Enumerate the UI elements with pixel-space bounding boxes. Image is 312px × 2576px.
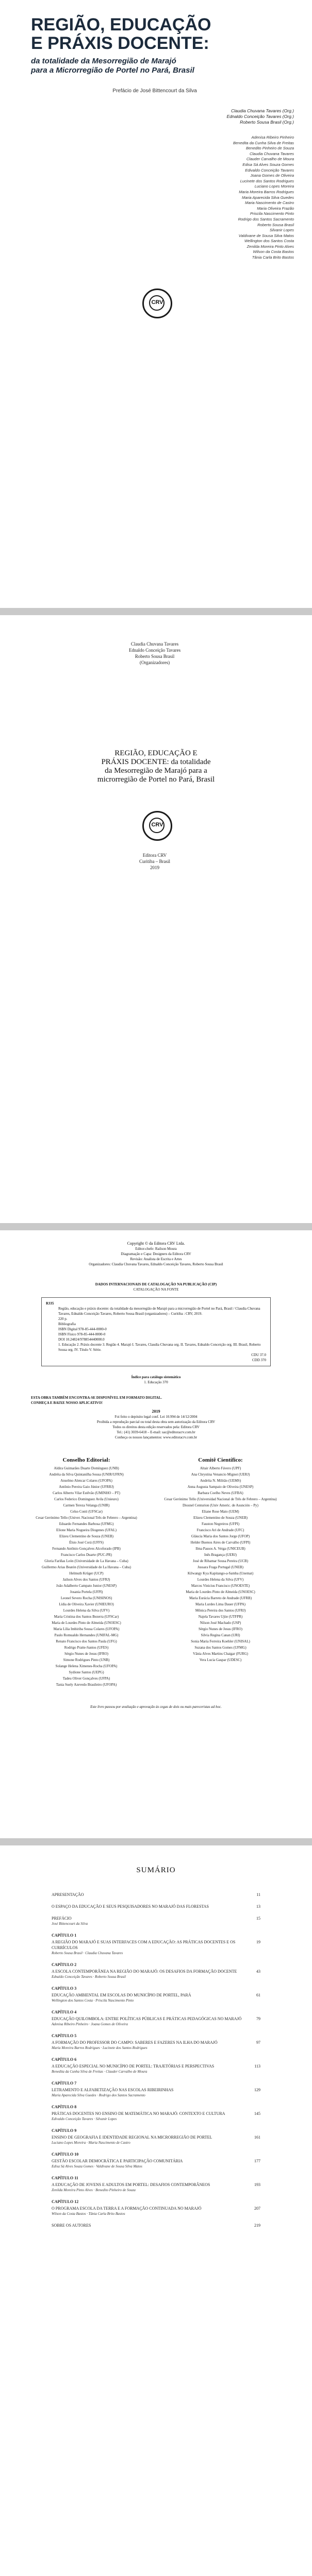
cover-subtitle xyxy=(31,57,289,75)
toc-row xyxy=(52,2223,260,2228)
rights-line: Todos os direitos desta edição reservados pela: Editora CRV xyxy=(112,1425,200,1429)
logo-text: CRV xyxy=(151,299,163,306)
board-member: Elione Maria Nogueira Diogenes (UFAL) xyxy=(56,1528,117,1532)
board-member: Aldira Guimarães Duarte Domínguez (UNB) xyxy=(54,1466,119,1470)
toc-row xyxy=(52,2182,260,2188)
toc-entry[interactable] xyxy=(52,2016,260,2027)
board-member: Anna Augusta Sampaio de Oliveira (UNESP) xyxy=(187,1485,254,1489)
board-member: Anselmo Alencar Colares (UFOPA) xyxy=(60,1479,112,1483)
publisher-info xyxy=(103,852,206,871)
toc-title: CAPÍTULO 7 xyxy=(52,2081,77,2086)
toc-title: SOBRE OS AUTORES xyxy=(52,2223,91,2228)
board-member: Lourdes Helena da Silva (UFV) xyxy=(197,1578,244,1582)
board-member: Eduardo Fernandes Barbosa (UFMG) xyxy=(59,1522,114,1526)
isbn-note: ESTA OBRA TAMBÉM ENCONTRA-SE DISPONÍVEL EM FORMATO DIGITAL. xyxy=(31,1396,162,1400)
toc-title: GESTÃO ESCOLAR DEMOCRÁTICA E PARTICIPAÇÃO COMUNITÁRIA xyxy=(52,2159,183,2163)
toc-entry[interactable] xyxy=(52,1939,260,1956)
toc-entry[interactable] xyxy=(52,2040,260,2050)
toc-row xyxy=(52,2040,260,2045)
board-member: Sérgio Nunes de Jesus (IFRO) xyxy=(64,1652,109,1656)
board-member: Fauston Negreiros (UFPI) xyxy=(201,1522,240,1526)
toc-page-number xyxy=(245,2199,260,2205)
author-name: Joana Gomes de Oliveira xyxy=(250,173,294,178)
author-name: Zenilda Moreira Pinto Alves xyxy=(247,244,294,249)
title-page xyxy=(0,615,312,1223)
rights-line: Tel.: (41) 3039-6418 – E-mail: sac@editoracrv.com.br xyxy=(117,1430,195,1434)
title-line: REGIÃO, EDUCAÇÃO E xyxy=(114,749,198,757)
toc-entry[interactable] xyxy=(52,1969,260,1979)
toc-author: Edisa Sá Alves Souza Gomes · Valdivane de Sousa Silva Matos xyxy=(52,2164,142,2168)
toc-title: A REGIÃO DO MARAJÓ E SUAS INTERFACES COM A EDUCAÇÃO: AS PRÁTICAS DOCENTES E OS CURRÍCULOS xyxy=(52,1940,236,1950)
catalog-code: R335 xyxy=(46,1301,54,1306)
board-member: Guillermo Arias Beatón (Universidade de La Havana – Cuba) xyxy=(41,1565,131,1569)
board-member: Carlos Alberto Vilar Estêvão (UMINHO – PT) xyxy=(53,1491,120,1495)
author-name: Edivaldo Conceição Tavares xyxy=(245,167,294,173)
board-member: Cesar Gerónimo Tello (Univer. Nacional Três de Febrero – Argentina) xyxy=(36,1516,137,1520)
author-name: Maria Moreira Barros Rodrigues xyxy=(239,189,294,194)
author-name: Tânia Carla Brito Bastos xyxy=(252,255,294,260)
board-member: Silvia Regina Canan (URI) xyxy=(201,1633,240,1637)
board-left-list xyxy=(31,1465,142,1688)
toc-entry[interactable] xyxy=(52,2199,260,2205)
toc-author: Roberto Sousa Brasil · Claudia Chuvana Tavares xyxy=(52,1951,123,1955)
board-member: Jailson Alves dos Santos (UFRJ) xyxy=(62,1578,110,1582)
toc-entry[interactable] xyxy=(52,2057,260,2062)
toc-entry[interactable] xyxy=(52,2151,260,2157)
toc-page-number xyxy=(245,1933,260,1938)
toc-page-number xyxy=(245,1986,260,1991)
toc-page-number xyxy=(245,2033,260,2039)
publisher-line: Editora CRV xyxy=(142,853,167,858)
sumario-title: SUMÁRIO xyxy=(136,1866,176,1874)
toc-entry[interactable] xyxy=(52,1916,260,1926)
catalog-line: Região, educação e práxis docente: da totalidade da mesorregião de Marajó para a microrregião de Portel no Pará, Brasil / Claudia Chuvana Tavares, Ednaldo Conceição Tavares, Roberto Sousa Brasil (organizadores) – Curitiba : CRV, 2019. xyxy=(58,1307,260,1316)
board-member: Maria Lurdes Lima Dauer (UFPA) xyxy=(195,1602,245,1606)
toc-page-number xyxy=(245,2128,260,2133)
toc-page-number: 61 xyxy=(256,1993,260,1997)
toc-title: CAPÍTULO 12 xyxy=(52,2199,79,2204)
board-member: Tania Suely Azevedo Brasileiro (UFOPA) xyxy=(56,1683,117,1687)
toc-title: CAPÍTULO 9 xyxy=(52,2128,77,2133)
board-member: Eliane Rose Maio (UEM) xyxy=(202,1510,239,1514)
toc-row xyxy=(52,2199,260,2205)
toc-author: Wellington dos Santos Costa · Priscila Nascimento Pinto xyxy=(52,1998,134,2003)
author-name: Maria Oliveira Frazão xyxy=(257,206,294,211)
board-member: Andréia da Silva Quintanilha Sousa (UNIR/UFRN) xyxy=(49,1472,124,1477)
toc-title: APRESENTAÇÃO xyxy=(52,1892,84,1897)
toc-row xyxy=(52,2080,260,2086)
author-name: Lucinete dos Santos Rodrigues xyxy=(240,178,294,183)
toc-title: EDUCAÇÃO QUILOMBOLA: ENTRE POLÍTICAS PÚBLICAS E PRÁTICAS PEDAGÓGICAS NO MARAJÓ xyxy=(52,2016,242,2021)
board-member: Nilson José Machado (USP) xyxy=(200,1621,241,1625)
board-member: Elizeu Clementino de Souza (UNEB) xyxy=(59,1534,113,1538)
board-member: Ilma Passos A. Veiga (UNICEUB) xyxy=(195,1547,245,1551)
author-name: Roberto Sousa Brasil xyxy=(257,222,294,227)
peer-review-note: Este livro passou por avaliação e aprovação às cegas de dois ou mais pareceristas ad hoc. xyxy=(90,1705,222,1709)
board-member: Ana Chrystina Venancio Mignot (UERJ) xyxy=(191,1472,250,1477)
toc-row xyxy=(52,1969,260,1974)
board-member: Francisco Ari de Andrade (UFC) xyxy=(196,1528,244,1532)
board-member: Vânia Alves Martins Chaigar (FURG) xyxy=(193,1652,248,1656)
toc-page-number xyxy=(245,2175,260,2181)
board-member: Carlos Federico Dominguez Avila (Unieuro) xyxy=(54,1497,119,1501)
copyright-year: 2019 xyxy=(152,1409,160,1414)
toc-title: ENSINO DE GEOGRAFIA E IDENTIDADE REGIONAL NA MICRORREGIÃO DE PORTEL xyxy=(52,2135,212,2140)
publisher-line: Curitiba – Brasil xyxy=(139,859,170,864)
toc-page-number: 219 xyxy=(254,2223,260,2228)
toc-page-number: 97 xyxy=(256,2040,260,2045)
toc-page-number: 19 xyxy=(256,1940,260,1944)
board-member: Barbara Coelho Neves (UFBA) xyxy=(198,1491,243,1495)
toc-entry[interactable] xyxy=(52,2080,260,2086)
board-member: Maria de Lourdes Pinto de Almeida (UNOESC) xyxy=(52,1621,121,1625)
toc-page-number: 161 xyxy=(254,2135,260,2140)
toc-page-number: 43 xyxy=(256,1969,260,1974)
author-name: Benedita da Cunha Silva de Freitas xyxy=(233,140,294,145)
toc-row xyxy=(52,2128,260,2133)
board-member: Antônio Pereira Gaio Júnior (UFRRJ) xyxy=(59,1485,114,1489)
author-name: Priscila Nascimento Pinto xyxy=(250,211,294,216)
catalog-line: 1. Educação 2. Práxis docente 3. Região 4. Marajó I. Tavares, Claudia Chuvana org. II. Tavares, Ednaldo Conceição org. III. Brasil, Roberto Sousa org. IV. Título V. Série. xyxy=(58,1343,261,1352)
board-member: Sonia Maria Ferreira Koehler (UNISAL) xyxy=(191,1639,250,1643)
board-member: Paulo Romualdo Hernandes (UNIFAL-MG) xyxy=(54,1633,119,1637)
board-member: Carmen Tereza Velanga (UNIR) xyxy=(63,1503,110,1507)
index-title: Índice para catálogo sistemático xyxy=(131,1375,181,1379)
board-left-title: Conselho Editorial: xyxy=(62,1457,110,1463)
toc-author: Adenisa Ribeiro Pinheiro · Joana Gomes de Oliveira xyxy=(52,2022,128,2026)
copyright-title: Copyright © da Editora CRV Ltda. xyxy=(127,1241,185,1246)
toc-row xyxy=(52,1916,260,1921)
title-line: da Mesorregião de Marajó para a xyxy=(105,767,207,775)
toc-entry[interactable] xyxy=(52,1986,260,1991)
toc-entry[interactable] xyxy=(52,1892,260,1897)
author-name: Benedito Pinheiro de Souza xyxy=(246,146,294,151)
toc-entry[interactable] xyxy=(52,2182,260,2193)
toc-title: CAPÍTULO 3 xyxy=(52,1986,77,1991)
toc-title: CAPÍTULO 1 xyxy=(52,1933,77,1938)
board-member: Suzana dos Santos Gomes (UFMG) xyxy=(194,1646,247,1650)
catalog-line: ISBN Digital 978-85-444-0000-0 xyxy=(58,1327,107,1331)
logo-text: CRV xyxy=(151,822,163,828)
cover-subtitle-line: da totalidade da Mesorregião de Marajó xyxy=(31,57,176,65)
author-name: Maria Aparecida Silva Guedes xyxy=(241,195,294,200)
cover-title-line: REGIÃO, EDUCAÇÃO xyxy=(31,15,211,35)
author-name: Silvanir Lopes xyxy=(269,228,294,233)
author-name: Maria Nascimento de Castro xyxy=(244,200,294,206)
copyright-line: Revisão: Analista de Escrita e Artes xyxy=(130,1257,182,1261)
cip-subtitle: CATALOGAÇÃO NA FONTE xyxy=(133,1287,179,1292)
board-member: Maria Cristina dos Santos Bezerra (UFSCar) xyxy=(54,1615,119,1619)
rights-line: Foi feito o depósito legal conf. Lei 10.994 de 14/12/2004 xyxy=(114,1415,198,1419)
board-member: Rodrigo Pratte-Santos (UFES) xyxy=(64,1646,109,1650)
catalog-index xyxy=(41,1375,271,1385)
board-member: Altair Alberto Fávero (UPF) xyxy=(200,1466,241,1470)
board-left-column xyxy=(31,1457,142,1688)
board-member: Jussara Fraga Portugal (UNEB) xyxy=(198,1565,243,1569)
catalog-line: DOI 10.24824/978854440000.0 xyxy=(58,1337,105,1342)
author-name: Adenisa Ribeiro Pinheiro xyxy=(251,135,294,140)
sumario-page xyxy=(0,1845,312,2576)
toc-page-number: 11 xyxy=(256,1892,260,1897)
board-member: Celso Conti (UFSCar) xyxy=(70,1510,103,1514)
copyright-line: Diagramação e Capa: Designers da Editora CRV xyxy=(121,1252,191,1256)
organizer-name: Claudia Chuvana Tavares (Org.) xyxy=(231,108,294,113)
toc-title: CAPÍTULO 6 xyxy=(52,2057,77,2062)
author-name: Luciano Lopes Moreira xyxy=(254,184,294,189)
toc-entry[interactable] xyxy=(52,2134,260,2145)
toc-page-number: 129 xyxy=(254,2088,260,2092)
board-member: Sérgio Nunes de Jesus (IFRO) xyxy=(198,1627,243,1631)
toc-page-number xyxy=(245,2104,260,2110)
board-member: Fernando Antônio Gonçalves Alcoforado (IPB) xyxy=(52,1547,121,1551)
organizer-name: Claudia Chuvana Tavares xyxy=(130,641,179,647)
author-name: Claudia Chuvana Tavares xyxy=(249,151,294,156)
toc-row xyxy=(52,2111,260,2116)
toc-author: Benedita da Cunha Silva de Freitas · Clauder Carvalho de Moura xyxy=(52,2070,147,2074)
toc-entry[interactable] xyxy=(52,2128,260,2133)
toc-author: Edivaldo Conceição Tavares · Silvanir Lopes xyxy=(52,2117,117,2121)
toc-entry[interactable] xyxy=(52,2158,260,2169)
toc-row xyxy=(52,2151,260,2157)
toc-entry[interactable] xyxy=(52,1933,260,1938)
toc-entry[interactable] xyxy=(52,2206,260,2216)
board-member: Tadeu Oliver Gonçalves (UFPA) xyxy=(62,1676,110,1681)
board-member: Lourdes Helena da Silva (UFV) xyxy=(63,1608,110,1613)
toc-row xyxy=(52,1986,260,1991)
board-member: Élsio José Corá (UFFS) xyxy=(69,1540,104,1545)
copyright-line: Editor-chefe: Railson Moura xyxy=(135,1247,177,1251)
board-member: Andréia N. Militão (UEMS) xyxy=(200,1479,241,1483)
organizer-name: Roberto Sousa Brasil (Org.) xyxy=(240,120,294,125)
toc-row xyxy=(52,1992,260,1998)
cip-title: DADOS INTERNACIONAIS DE CATALOGAÇÃO NA PUBLICAÇÃO (CIP) xyxy=(95,1282,217,1286)
toc-entry[interactable] xyxy=(52,1962,260,1968)
toc-title: CAPÍTULO 5 xyxy=(52,2033,77,2038)
toc-author: Wilson da Costa Bastos · Tânia Carla Brito Bastos xyxy=(52,2212,125,2216)
author-name: Valdivane de Sousa Silva Matos xyxy=(238,233,294,238)
isbn-note: CONHEÇA E BAIXE NOSSO APLICATIVO! xyxy=(31,1401,103,1405)
cover-organizers xyxy=(170,108,294,125)
toc-row xyxy=(52,1933,260,1938)
board-member: Gloria Fariñas León (Universidade de La Havana – Cuba) xyxy=(44,1559,128,1563)
toc-title: CAPÍTULO 10 xyxy=(52,2152,79,2157)
editorial-board xyxy=(31,1457,281,1694)
toc-row xyxy=(52,2158,260,2164)
cover-page xyxy=(0,0,312,608)
copyright-notes xyxy=(31,1395,281,1440)
board-member: José de Ribamar Sousa Pereira (UCB) xyxy=(192,1559,249,1563)
catalog-line: CDU 37.0 xyxy=(251,1353,266,1357)
title-line: microrregião de Portel no Pará, Brasil xyxy=(97,775,215,784)
toc-page-number xyxy=(245,1962,260,1968)
cover-title xyxy=(31,15,289,53)
board-member: Francisco Carlos Duarte (PUC-PR) xyxy=(61,1553,112,1557)
board-member: Simone Rodrigues Pinto (UNB) xyxy=(63,1658,110,1662)
toc-title: A ESCOLA CONTEMPORÂNEA NA REGIÃO DO MARAJÓ: OS DESAFIOS DA FORMAÇÃO DOCENTE xyxy=(52,1969,237,1974)
toc-page-number: 113 xyxy=(254,2064,260,2069)
page-separator xyxy=(0,608,312,615)
toc-title: EDUCAÇÃO AMBIENTAL EM ESCOLAS DO MUNICÍPIO DE PORTEL, PARÁ xyxy=(52,1993,191,1997)
toc-page-number: 15 xyxy=(256,1916,260,1921)
toc-row xyxy=(52,2033,260,2039)
board-member: Maria de Lourdes Pinto de Almeida (UNOESC) xyxy=(186,1590,255,1594)
catalog-record xyxy=(41,1297,271,1366)
toc-row xyxy=(52,2016,260,2022)
board-member: Helder Buenos Aires de Carvalho (UFPI) xyxy=(190,1540,251,1545)
board-member: Najela Tavares Ujiie (UTFPR) xyxy=(198,1615,243,1619)
board-right-title: Comitê Científico: xyxy=(198,1457,243,1463)
cover-prefacio: Prefácio de José Bittencourt da Silva xyxy=(112,88,197,94)
author-name: Edisa Sá Alves Souza Gomes xyxy=(242,162,294,167)
toc-page-number xyxy=(245,2080,260,2086)
toc-row xyxy=(52,2087,260,2093)
toc-row xyxy=(52,2175,260,2181)
toc-page-number: 177 xyxy=(254,2159,260,2163)
organizer-name: Ednaldo Conceição Tavares (Org.) xyxy=(226,114,294,119)
toc-row xyxy=(52,1962,260,1968)
page-separator xyxy=(0,1223,312,1230)
board-member: Diosnel Centurion (Univ Americ. de Asunción – Py) xyxy=(183,1503,258,1507)
toc-title: O ESPAÇO DA EDUCAÇÃO E SEUS PESQUISADORES NO MARAJÓ DAS FLORESTAS xyxy=(52,1904,209,1909)
board-member: Lídia de Oliveira Xavier (UNIEURO) xyxy=(59,1602,114,1606)
board-right-list xyxy=(160,1465,281,1663)
board-member: Cesar Gerónimo Tello (Universidad Nacional de Três de Febrero – Argentina) xyxy=(164,1497,277,1501)
catalog-line: CDD 370 xyxy=(252,1358,266,1362)
toc-row xyxy=(52,2134,260,2140)
toc-entry[interactable] xyxy=(52,2223,260,2228)
toc-row xyxy=(52,1939,260,1951)
catalog-line: 220 p. xyxy=(58,1317,68,1321)
toc-page-number: 207 xyxy=(254,2206,260,2211)
title-line: PRÁXIS DOCENTE: da totalidade xyxy=(101,758,211,766)
board-member: Maria Eurácia Barreto de Andrade (UFRB) xyxy=(189,1596,252,1600)
toc-page-number: 193 xyxy=(254,2182,260,2187)
toc-row xyxy=(52,2009,260,2015)
table-of-contents xyxy=(52,1892,260,2234)
toc-page-number: 145 xyxy=(254,2111,260,2116)
toc-author: José Bittencourt da Silva xyxy=(52,1922,88,1926)
toc-row xyxy=(52,1892,260,1897)
toc-entry[interactable] xyxy=(52,1992,260,2003)
catalog-line: Bibliografia xyxy=(58,1322,76,1326)
toc-page-number xyxy=(245,2151,260,2157)
board-right-column xyxy=(160,1457,281,1663)
toc-page-number xyxy=(245,2009,260,2015)
author-name: Wilson da Costa Bastos xyxy=(253,249,294,255)
title-page-organizers xyxy=(77,641,232,666)
toc-title: CAPÍTULO 4 xyxy=(52,2010,77,2014)
organizer-name: Roberto Sousa Brasil xyxy=(135,654,175,659)
toc-author: Maria Aparecida Silva Guedes · Rodrigo dos Santos Sacramento xyxy=(52,2093,145,2097)
toc-entry[interactable] xyxy=(52,2033,260,2039)
toc-title: LETRAMENTO E ALFABETIZAÇÃO NAS ESCOLAS RIBEIRINHAS xyxy=(52,2088,174,2092)
toc-entry[interactable] xyxy=(52,2009,260,2015)
toc-title: O PROGRAMA ESCOLA DA TERRA E A FORMAÇÃO CONTINUADA NO MARAJÓ xyxy=(52,2206,202,2211)
organizer-role: (Organizadores) xyxy=(139,660,170,665)
toc-page-number: 13 xyxy=(256,1904,260,1909)
toc-title: A FORMAÇÃO DO PROFESSOR DO CAMPO: SABERES E FAZERES NA ILHA DO MARAJÓ xyxy=(52,2040,218,2045)
toc-page-number: 79 xyxy=(256,2016,260,2021)
copyright-header xyxy=(52,1241,260,1267)
toc-row xyxy=(52,1904,260,1909)
catalog-line: ISBN Físico 978-85-444-0000-0 xyxy=(58,1332,106,1336)
board-member: Kilwangy Kya Kapitango-a-Samba (Unemat) xyxy=(187,1571,254,1575)
toc-author: Ednaldo Conceição Tavares · Roberto Sousa Brasil xyxy=(52,1975,126,1979)
toc-title: CAPÍTULO 8 xyxy=(52,2105,77,2109)
toc-author: Luciano Lopes Moreira · Maria Nascimento de Castro xyxy=(52,2141,130,2145)
board-member: Maria Lília Imbiriba Sousa Colares (UFOPA) xyxy=(53,1627,120,1631)
toc-author: Zenilda Moreira Pinto Alves · Benedito Pinheiro de Souza xyxy=(52,2188,136,2192)
crv-logo-icon xyxy=(142,289,172,318)
toc-title: CAPÍTULO 11 xyxy=(52,2176,78,2180)
board-member: Leonel Severo Rocha (UNISINOS) xyxy=(60,1596,112,1600)
toc-title: PREFÁCIO xyxy=(52,1916,72,1921)
rights-line: Conheça os nossos lançamentos: www.editoracrv.com.br xyxy=(114,1435,198,1439)
publisher-line: 2019 xyxy=(150,865,159,870)
board-member: Vera Lucia Gaspar (UDESC) xyxy=(199,1658,242,1662)
toc-entry[interactable] xyxy=(52,2104,260,2110)
toc-row xyxy=(52,2104,260,2110)
board-member: Solange Helena Ximenes-Rocha (UFOPA) xyxy=(55,1664,118,1668)
cip-header xyxy=(41,1282,271,1292)
toc-entry[interactable] xyxy=(52,2175,260,2181)
board-member: Renato Francisco dos Santos Paula (UFG) xyxy=(56,1639,117,1643)
rights-line: Proibida a reprodução parcial ou total desta obra sem autorização da Editora CRV xyxy=(96,1420,216,1424)
toc-entry[interactable] xyxy=(52,2111,260,2122)
crv-logo-icon xyxy=(142,811,172,841)
toc-page-number xyxy=(245,2057,260,2062)
cover-author-list xyxy=(170,135,294,261)
toc-row xyxy=(52,2063,260,2069)
board-member: Sydione Santos (UEPG) xyxy=(69,1670,104,1674)
toc-entry[interactable] xyxy=(52,1904,260,1909)
cover-subtitle-line: para a Microrregião de Portel no Pará, Brasil xyxy=(31,66,194,75)
page-separator xyxy=(0,1838,312,1845)
board-member: Helmuth Krüger (UCP) xyxy=(69,1571,104,1575)
board-member: Inês Bragança (UERJ) xyxy=(204,1553,237,1557)
toc-entry[interactable] xyxy=(52,2087,260,2098)
toc-row xyxy=(52,2206,260,2211)
board-member: João Adalberto Campato Junior (UNESP) xyxy=(56,1584,117,1588)
author-name: Wellington dos Santos Costa xyxy=(244,239,294,244)
toc-title: CAPÍTULO 2 xyxy=(52,1962,77,1967)
toc-entry[interactable] xyxy=(52,2063,260,2074)
organizer-name: Ednaldo Conceição Tavares xyxy=(128,648,181,653)
toc-title: PRÁTICAS DOCENTES NO ENSINO DE MATEMÁTICA NO MARAJÓ: CONTEXTO E CULTURA xyxy=(52,2111,225,2116)
author-name: Clauder Carvalho de Moura xyxy=(246,157,294,162)
cover-title-line: E PRÁXIS DOCENTE: xyxy=(31,33,209,53)
board-member: Mônica Pereira dos Santos (UFRJ) xyxy=(195,1608,246,1613)
title-page-title xyxy=(52,749,260,784)
copyright-page xyxy=(0,1230,312,1838)
toc-author: Maria Moreira Barros Rodrigues · Lucinete dos Santos Rodrigues xyxy=(52,2046,147,2050)
board-member: Marcos Vinicius Francisco (UNOESTE) xyxy=(191,1584,250,1588)
copyright-line: Organizadores: Claudia Chuvana Tavares, Ednaldo Conceição Tavares, Roberto Sousa Brasil xyxy=(89,1262,223,1266)
toc-title: A EDUCAÇÃO DE JOVENS E ADULTOS EM PORTEL: DESAFIOS CONTEMPORÂNEOS xyxy=(52,2182,210,2187)
board-member: Josania Portela (UFPI) xyxy=(70,1590,103,1594)
author-name: Rodrigo dos Santos Sacramento xyxy=(238,216,294,222)
board-member: Elizeu Clementino de Souza (UNEB) xyxy=(193,1516,248,1520)
board-member: Gláucia Maria dos Santos Jorge (UFOP) xyxy=(191,1534,250,1538)
index-line: 1. Educação 370 xyxy=(144,1380,168,1384)
toc-title: A EDUCAÇÃO ESPECIAL NO MUNICÍPIO DE PORTEL: TRAJETÓRIAS E PERSPECTIVAS xyxy=(52,2064,215,2069)
toc-row xyxy=(52,2057,260,2062)
